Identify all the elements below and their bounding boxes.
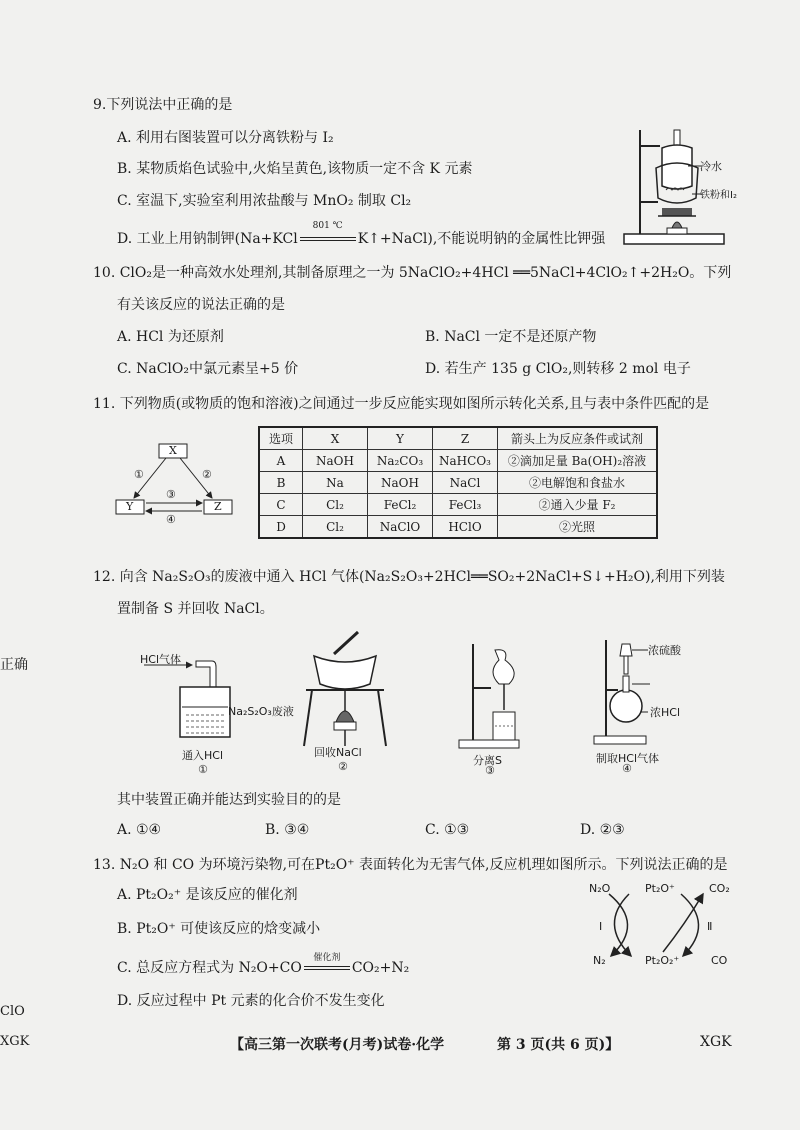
q12-fig2-number: ② [338, 760, 348, 773]
table-cell: B [259, 472, 303, 494]
table-header: 选项 [259, 427, 303, 450]
q12-fig3-number: ③ [485, 764, 495, 777]
table-cell: ②电解饱和食盐水 [498, 472, 658, 494]
q9-stem: 9.下列说法中正确的是 [93, 97, 233, 113]
table-cell: NaOH [303, 450, 368, 472]
q13-mech-co: CO [711, 954, 728, 967]
table-header: Y [368, 427, 433, 450]
table-cell: Na₂CO₃ [368, 450, 433, 472]
table-cell: ②滴加足量 Ba(OH)₂溶液 [498, 450, 658, 472]
margin-text-2: ClO [0, 1004, 25, 1019]
q11-node-x: X [169, 444, 177, 457]
table-cell: Na [303, 472, 368, 494]
table-cell: FeCl₃ [433, 494, 498, 516]
q13-option-c [117, 953, 410, 977]
q9-d-pre: D. 工业上用钠制钾(Na+KCl [117, 231, 298, 247]
q13-option-b: B. Pt₂O⁺ 可使该反应的焓变减小 [117, 921, 321, 937]
table-row [259, 472, 657, 494]
table-cell: C [259, 494, 303, 516]
margin-text-3: XGK [0, 1034, 30, 1049]
q13-mechanism-diagram [585, 880, 735, 970]
q13-c-post: CO₂+N₂ [351, 960, 410, 976]
q13-stem: 13. N₂O 和 CO 为环境污染物,可在Pt₂O⁺ 表面转化为无害气体,反应机理如图所示。下列说法正确的是 [93, 857, 728, 873]
q12-figure-2 [300, 628, 390, 776]
q10-option-d: D. 若生产 135 g ClO₂,则转移 2 mol 电子 [425, 361, 691, 377]
q11-node-z: Z [214, 500, 222, 513]
q13-mech-step-2: Ⅱ [707, 920, 713, 933]
q10-stem-line2: 有关该反应的说法正确的是 [117, 297, 285, 313]
q10-stem-line1: 10. ClO₂是一种高效水处理剂,其制备原理之一为 5NaClO₂+4HCl ══5NaCl+4ClO₂↑+2H₂O。下列 [93, 265, 732, 281]
q9-fig-label-cold-water: 冷水 [700, 160, 722, 173]
q13-c-pre: C. 总反应方程式为 N₂O+CO [117, 960, 302, 976]
q11-arrow-4: ④ [166, 513, 176, 526]
table-cell: Cl₂ [303, 494, 368, 516]
q10-option-a: A. HCl 为还原剂 [117, 329, 224, 345]
q9-option-c: C. 室温下,实验室利用浓盐酸与 MnO₂ 制取 Cl₂ [117, 193, 412, 209]
table-cell: ②光照 [498, 516, 658, 539]
table-cell: A [259, 450, 303, 472]
q11-arrow-2: ② [202, 468, 212, 481]
q11-table [258, 426, 658, 539]
q9-d-cond: 801 ℃ [312, 221, 343, 231]
table-row [259, 494, 657, 516]
q13-mech-step-1: I [599, 920, 603, 933]
table-cell: D [259, 516, 303, 539]
q9-figure [622, 124, 737, 250]
q12-fig4-label-sulfuric: 浓硫酸 [648, 644, 681, 657]
q13-mech-n2: N₂ [593, 954, 606, 967]
q11-diagram [112, 440, 242, 530]
q12-fig2-caption: 回收NaCl [314, 746, 362, 759]
footer-page: 第 3 页(共 6 页)】 [497, 1037, 620, 1053]
table-row [259, 516, 657, 539]
q13-mech-pt2o: Pt₂O⁺ [645, 882, 675, 895]
q9-fig-label-iron-iodine: 铁粉和I₂ [700, 190, 737, 201]
table-row [259, 450, 657, 472]
q11-node-y: Y [126, 500, 134, 513]
table-cell: NaClO [368, 516, 433, 539]
table-header: Z [433, 427, 498, 450]
table-cell: NaCl [433, 472, 498, 494]
table-cell: FeCl₂ [368, 494, 433, 516]
q12-fig4-number: ④ [622, 762, 632, 775]
q12-stem-line1: 12. 向含 Na₂S₂O₃的废液中通入 HCl 气体(Na₂S₂O₃+2HCl══SO₂+2NaCl+S↓+H₂O),利用下列装 [93, 569, 725, 585]
q12-option-d: D. ②③ [580, 822, 625, 838]
table-cell: NaHCO₃ [433, 450, 498, 472]
q13-mech-pt2o2: Pt₂O₂⁺ [645, 954, 680, 967]
q12-fig3-caption: 分离S [473, 754, 502, 767]
table-cell: ②通入少量 F₂ [498, 494, 658, 516]
q12-figure-4 [592, 636, 702, 776]
table-cell: HClO [433, 516, 498, 539]
q12-stem-line2: 置制备 S 并回收 NaCl。 [117, 601, 274, 617]
q13-mech-co2: CO₂ [709, 882, 730, 895]
table-header: X [303, 427, 368, 450]
q13-mech-n2o: N₂O [589, 882, 611, 895]
q11-arrow-1: ① [134, 468, 144, 481]
q12-option-c: C. ①③ [425, 822, 470, 838]
q9-option-b: B. 某物质焰色试验中,火焰呈黄色,该物质一定不含 K 元素 [117, 161, 473, 177]
table-header-row [259, 427, 657, 450]
table-header: 箭头上为反应条件或试剂 [498, 427, 658, 450]
q12-fig1-gas: HCl气体 [140, 653, 182, 666]
q13-option-a: A. Pt₂O₂⁺ 是该反应的催化剂 [117, 887, 298, 903]
q11-arrow-3: ③ [166, 488, 176, 501]
q12-option-b: B. ③④ [265, 822, 310, 838]
q12-question: 其中装置正确并能达到实验目的的是 [117, 792, 341, 808]
margin-text-1: 正确 [0, 657, 28, 673]
q9-d-arrow [298, 221, 358, 247]
q12-fig4-caption: 制取HCl气体 [596, 752, 660, 765]
q12-fig1-liquid: Na₂S₂O₃废液 [228, 705, 294, 718]
q12-fig1-caption: 通入HCl [182, 749, 224, 762]
q12-option-a: A. ①④ [117, 822, 162, 838]
q12-figure-3 [455, 640, 535, 776]
q12-figure-1 [140, 645, 300, 775]
q13-option-d: D. 反应过程中 Pt 元素的化合价不发生变化 [117, 993, 385, 1009]
q13-c-cond: 催化剂 [313, 953, 341, 963]
q11-stem: 11. 下列物质(或物质的饱和溶液)之间通过一步反应能实现如图所示转化关系,且与表中条件匹配的是 [93, 396, 710, 412]
footer-code: XGK [700, 1034, 732, 1050]
q13-c-arrow [302, 953, 352, 976]
q9-option-a: A. 利用右图装置可以分离铁粉与 I₂ [117, 130, 334, 146]
q12-fig1-number: ① [198, 763, 208, 776]
q12-fig4-label-hcl: 浓HCl [650, 706, 681, 719]
q9-option-d [117, 221, 606, 248]
q10-option-c: C. NaClO₂中氯元素呈+5 价 [117, 361, 299, 377]
footer-title: 【高三第一次联考(月考)试卷·化学 [230, 1037, 445, 1053]
table-cell: NaOH [368, 472, 433, 494]
table-cell: Cl₂ [303, 516, 368, 539]
q9-d-post: K↑+NaCl),不能说明钠的金属性比钾强 [357, 231, 606, 247]
q10-option-b: B. NaCl 一定不是还原产物 [425, 329, 597, 345]
